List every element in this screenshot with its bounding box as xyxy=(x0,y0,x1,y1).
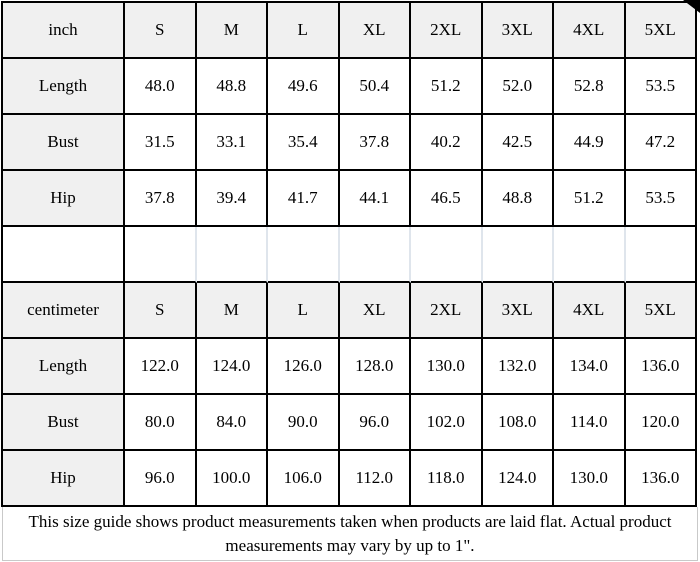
measurement-value-cell: 35.4 xyxy=(268,115,340,171)
spacer-cell xyxy=(554,227,626,283)
spacer-cell xyxy=(626,227,698,283)
size-header-cell: XL xyxy=(340,3,412,59)
measurement-value-cell: 53.5 xyxy=(626,171,698,227)
measurement-value-cell: 51.2 xyxy=(411,59,483,115)
measurement-value-cell: 112.0 xyxy=(340,451,412,507)
measurement-value-cell: 128.0 xyxy=(340,339,412,395)
spacer-cell xyxy=(268,227,340,283)
measurement-label-cell: Length xyxy=(3,339,125,395)
measurement-value-cell: 118.0 xyxy=(411,451,483,507)
measurement-value-cell: 40.2 xyxy=(411,115,483,171)
measurement-value-cell: 42.5 xyxy=(483,115,555,171)
measurement-value-cell: 51.2 xyxy=(554,171,626,227)
measurement-value-cell: 136.0 xyxy=(626,339,698,395)
spacer-cell xyxy=(411,227,483,283)
measurement-value-cell: 33.1 xyxy=(197,115,269,171)
size-header-cell: XL xyxy=(340,283,412,339)
measurement-value-cell: 90.0 xyxy=(268,395,340,451)
size-header-cell: S xyxy=(125,3,197,59)
unit-header-row-inch xyxy=(3,3,697,59)
measurement-value-cell: 39.4 xyxy=(197,171,269,227)
measurement-value-cell: 114.0 xyxy=(554,395,626,451)
spacer-cell xyxy=(125,227,197,283)
size-header-cell: 4XL xyxy=(554,283,626,339)
measurement-value-cell: 49.6 xyxy=(268,59,340,115)
spacer-cell xyxy=(197,227,269,283)
size-header-cell: L xyxy=(268,3,340,59)
measurement-value-cell: 52.8 xyxy=(554,59,626,115)
measurement-value-cell: 102.0 xyxy=(411,395,483,451)
measurement-value-cell: 48.0 xyxy=(125,59,197,115)
measurement-value-cell: 96.0 xyxy=(125,451,197,507)
measurement-value-cell: 130.0 xyxy=(411,339,483,395)
measurement-value-cell: 136.0 xyxy=(626,451,698,507)
measurement-row-length-cm xyxy=(3,339,697,395)
measurement-row-length-inch xyxy=(3,59,697,115)
measurement-value-cell: 48.8 xyxy=(483,171,555,227)
unit-header-cell: centimeter xyxy=(3,283,125,339)
spacer-row xyxy=(3,227,697,283)
measurement-value-cell: 100.0 xyxy=(197,451,269,507)
unit-header-row-centimeter xyxy=(3,283,697,339)
measurement-value-cell: 120.0 xyxy=(626,395,698,451)
size-header-cell: 5XL xyxy=(626,3,698,59)
size-header-cell: 3XL xyxy=(483,3,555,59)
measurement-value-cell: 122.0 xyxy=(125,339,197,395)
measurement-value-cell: 134.0 xyxy=(554,339,626,395)
size-guide-table xyxy=(1,1,697,507)
size-header-cell: L xyxy=(268,283,340,339)
measurement-value-cell: 84.0 xyxy=(197,395,269,451)
footer-note-line: This size guide shows product measurements taken when products are laid flat. Actual product xyxy=(28,511,672,531)
size-header-cell: 2XL xyxy=(411,283,483,339)
measurement-value-cell: 47.2 xyxy=(626,115,698,171)
unit-header-cell: inch xyxy=(3,3,125,59)
size-header-cell: S xyxy=(125,283,197,339)
footer-note-line: measurements may vary by up to 1". xyxy=(225,535,475,555)
spacer-cell xyxy=(483,227,555,283)
measurement-value-cell: 108.0 xyxy=(483,395,555,451)
measurement-value-cell: 46.5 xyxy=(411,171,483,227)
measurement-value-cell: 124.0 xyxy=(483,451,555,507)
spacer-cell xyxy=(3,227,125,283)
measurement-value-cell: 50.4 xyxy=(340,59,412,115)
measurement-value-cell: 37.8 xyxy=(125,171,197,227)
measurement-value-cell: 124.0 xyxy=(197,339,269,395)
measurement-value-cell: 130.0 xyxy=(554,451,626,507)
measurement-value-cell: 44.1 xyxy=(340,171,412,227)
measurement-label-cell: Hip xyxy=(3,171,125,227)
size-header-cell: 3XL xyxy=(483,283,555,339)
measurement-value-cell: 41.7 xyxy=(268,171,340,227)
measurement-label-cell: Hip xyxy=(3,451,125,507)
measurement-value-cell: 53.5 xyxy=(626,59,698,115)
size-header-cell: 5XL xyxy=(626,283,698,339)
measurement-value-cell: 31.5 xyxy=(125,115,197,171)
measurement-value-cell: 37.8 xyxy=(340,115,412,171)
size-header-cell: 2XL xyxy=(411,3,483,59)
measurement-value-cell: 80.0 xyxy=(125,395,197,451)
measurement-label-cell: Length xyxy=(3,59,125,115)
measurement-row-bust-inch xyxy=(3,115,697,171)
measurement-value-cell: 126.0 xyxy=(268,339,340,395)
footer-note xyxy=(2,507,698,561)
measurement-value-cell: 48.8 xyxy=(197,59,269,115)
measurement-row-hip-inch xyxy=(3,171,697,227)
size-header-cell: M xyxy=(197,3,269,59)
size-header-cell: 4XL xyxy=(554,3,626,59)
size-header-cell: M xyxy=(197,283,269,339)
measurement-row-hip-cm xyxy=(3,451,697,507)
measurement-value-cell: 106.0 xyxy=(268,451,340,507)
spacer-cell xyxy=(340,227,412,283)
measurement-value-cell: 96.0 xyxy=(340,395,412,451)
measurement-row-bust-cm xyxy=(3,395,697,451)
measurement-value-cell: 132.0 xyxy=(483,339,555,395)
measurement-label-cell: Bust xyxy=(3,115,125,171)
measurement-value-cell: 44.9 xyxy=(554,115,626,171)
measurement-value-cell: 52.0 xyxy=(483,59,555,115)
measurement-label-cell: Bust xyxy=(3,395,125,451)
